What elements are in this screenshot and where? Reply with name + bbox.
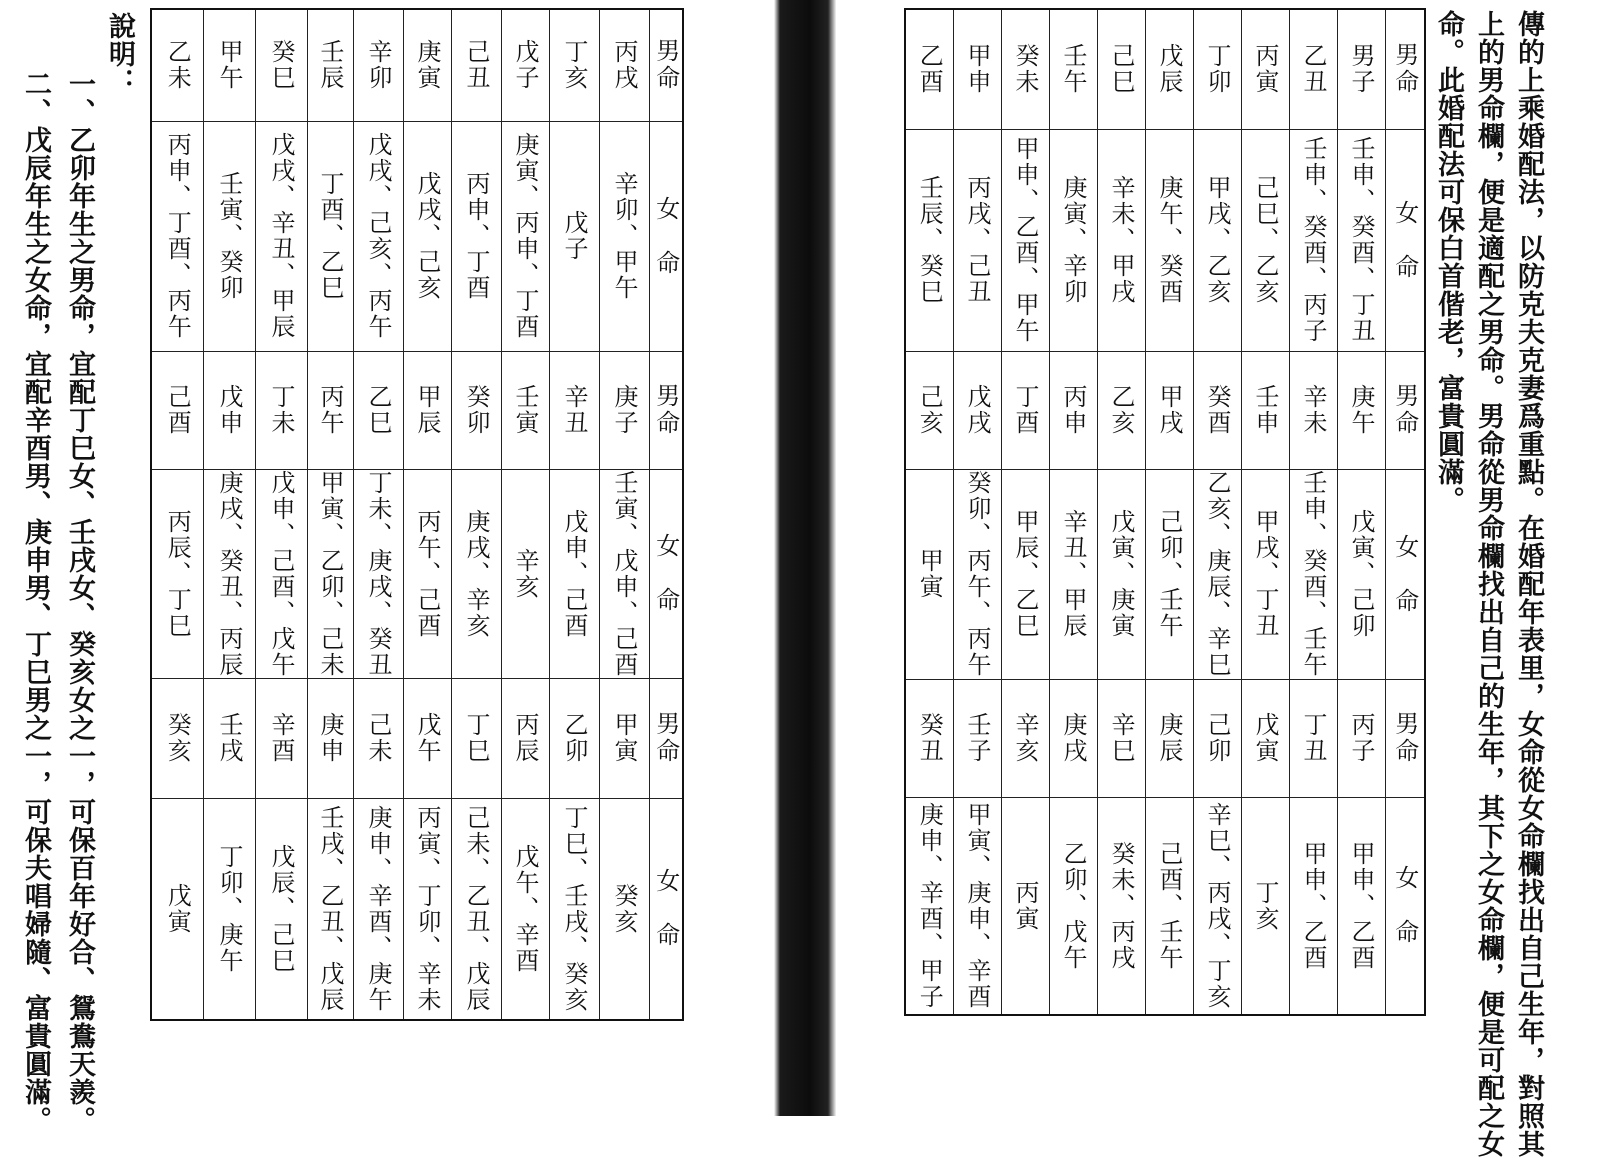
column-header: 男命 bbox=[649, 9, 683, 121]
table-cell: 庚寅、丙申、丁酉 bbox=[501, 121, 549, 351]
table-band bbox=[151, 469, 683, 678]
table-cell: 丁巳、壬戌、癸亥 bbox=[549, 798, 599, 1020]
table-band bbox=[905, 351, 1425, 469]
table-cell: 乙酉 bbox=[905, 9, 953, 129]
table-cell: 戊申、己酉 bbox=[549, 469, 599, 678]
table-cell: 丁亥 bbox=[549, 9, 599, 121]
table-cell: 戊寅 bbox=[151, 798, 203, 1020]
table-cell: 乙巳 bbox=[353, 351, 403, 469]
table-cell: 癸亥 bbox=[599, 798, 649, 1020]
table-cell: 戊戌、辛丑、甲辰 bbox=[255, 121, 307, 351]
table-cell: 壬辰 bbox=[307, 9, 353, 121]
table-cell: 甲戌、乙亥 bbox=[1193, 129, 1241, 351]
table-band bbox=[151, 678, 683, 798]
table-cell: 己未 bbox=[353, 678, 403, 798]
table-cell: 壬寅、癸卯 bbox=[203, 121, 255, 351]
table-cell: 庚戌、癸丑、丙辰 bbox=[203, 469, 255, 678]
column-header: 男命 bbox=[649, 678, 683, 798]
table-cell: 壬辰、癸巳 bbox=[905, 129, 953, 351]
table-cell: 辛巳、丙戌、丁亥 bbox=[1193, 797, 1241, 1015]
book-spine bbox=[770, 0, 836, 1116]
table-cell: 戊寅、己卯 bbox=[1337, 469, 1385, 679]
table-cell: 丙子 bbox=[1337, 679, 1385, 797]
column-header: 女 命 bbox=[1385, 129, 1425, 351]
table-cell: 壬戌、乙丑、戊辰 bbox=[307, 798, 353, 1020]
table-cell: 壬申、癸酉、丙子 bbox=[1289, 129, 1337, 351]
table-cell: 丁巳 bbox=[451, 678, 501, 798]
table-cell: 庚申、辛酉、庚午 bbox=[353, 798, 403, 1020]
table-cell: 庚午 bbox=[1337, 351, 1385, 469]
intro-line-2: 上的男命欄，便是適配之男命。男命從男命欄找出自己的生年，其下之女命欄，便是可配之女 bbox=[1473, 10, 1504, 1158]
table-cell: 戊戌、己亥、丙午 bbox=[353, 121, 403, 351]
table-cell: 男子 bbox=[1337, 9, 1385, 129]
table-cell: 己卯、壬午 bbox=[1145, 469, 1193, 679]
table-cell: 丙寅 bbox=[1001, 797, 1049, 1015]
table-cell: 庚辰 bbox=[1145, 679, 1193, 797]
table-cell: 壬申、癸酉、壬午 bbox=[1289, 469, 1337, 679]
intro-line-3: 命。此婚配法可保白首偕老，富貴圓滿。 bbox=[1433, 10, 1464, 514]
table-band bbox=[151, 121, 683, 351]
table-cell: 丙申、丁酉、丙午 bbox=[151, 121, 203, 351]
table-cell: 甲申、乙酉 bbox=[1337, 797, 1385, 1015]
table-cell: 戊戌 bbox=[953, 351, 1001, 469]
table-cell: 己未、乙丑、戊辰 bbox=[451, 798, 501, 1020]
right-marriage-table bbox=[904, 8, 1426, 1016]
table-cell: 丙戌、己丑 bbox=[953, 129, 1001, 351]
table-cell: 丁酉、乙巳 bbox=[307, 121, 353, 351]
table-band bbox=[905, 679, 1425, 797]
left-marriage-table bbox=[150, 8, 684, 1021]
table-cell: 乙卯 bbox=[549, 678, 599, 798]
table-cell: 辛未 bbox=[1289, 351, 1337, 469]
table-cell: 甲寅 bbox=[599, 678, 649, 798]
table-cell: 辛未、甲戌 bbox=[1097, 129, 1145, 351]
table-band bbox=[905, 9, 1425, 129]
table-band bbox=[151, 798, 683, 1020]
table-cell: 庚申 bbox=[307, 678, 353, 798]
table-cell: 壬戌 bbox=[203, 678, 255, 798]
note-title: 說明： bbox=[104, 12, 135, 96]
table-cell: 丙辰 bbox=[501, 678, 549, 798]
table-cell: 己丑 bbox=[451, 9, 501, 121]
table-cell: 庚戌、辛亥 bbox=[451, 469, 501, 678]
table-cell: 辛丑 bbox=[549, 351, 599, 469]
table-cell: 丙申、丁酉 bbox=[451, 121, 501, 351]
table-cell: 壬寅、戊申、己酉 bbox=[599, 469, 649, 678]
table-cell: 戊寅、庚寅 bbox=[1097, 469, 1145, 679]
table-cell: 癸卯、丙午、丙午 bbox=[953, 469, 1001, 679]
table-cell: 戊子 bbox=[549, 121, 599, 351]
note-line-1: 一、乙卯年生之男命，宜配丁巳女、壬戌女、癸亥女之一，可保百年好合、鴛鴦天羨。 bbox=[64, 70, 95, 1134]
table-cell: 己酉、壬午 bbox=[1145, 797, 1193, 1015]
table-band bbox=[151, 9, 683, 121]
table-cell: 戊辰、己巳 bbox=[255, 798, 307, 1020]
left-page bbox=[0, 0, 770, 1134]
right-page bbox=[836, 0, 1604, 1158]
table-cell: 丁酉 bbox=[1001, 351, 1049, 469]
table-cell: 丁丑 bbox=[1289, 679, 1337, 797]
table-cell: 癸未、丙戌 bbox=[1097, 797, 1145, 1015]
table-cell: 癸巳 bbox=[255, 9, 307, 121]
column-header: 男命 bbox=[649, 351, 683, 469]
table-cell: 壬申 bbox=[1241, 351, 1289, 469]
table-cell: 丙寅 bbox=[1241, 9, 1289, 129]
note-line-2: 二、戊辰年生之女命，宜配辛酉男、庚申男、丁巳男之一，可保夫唱婦隨、富貴圓滿。 bbox=[20, 70, 51, 1134]
table-cell: 乙丑 bbox=[1289, 9, 1337, 129]
table-band bbox=[905, 469, 1425, 679]
table-cell: 丙戌 bbox=[599, 9, 649, 121]
table-cell: 癸酉 bbox=[1193, 351, 1241, 469]
table-cell: 癸未 bbox=[1001, 9, 1049, 129]
table-cell: 庚午、癸酉 bbox=[1145, 129, 1193, 351]
table-cell: 丙辰、丁巳 bbox=[151, 469, 203, 678]
table-cell: 戊寅 bbox=[1241, 679, 1289, 797]
table-cell: 戊午、辛酉 bbox=[501, 798, 549, 1020]
column-header: 女 命 bbox=[1385, 469, 1425, 679]
column-header: 男命 bbox=[1385, 9, 1425, 129]
table-cell: 甲申、乙酉 bbox=[1289, 797, 1337, 1015]
table-band bbox=[905, 129, 1425, 351]
table-cell: 甲戌、丁丑 bbox=[1241, 469, 1289, 679]
table-cell: 壬子 bbox=[953, 679, 1001, 797]
table-cell: 庚申、辛酉、甲子 bbox=[905, 797, 953, 1015]
table-cell: 丁未 bbox=[255, 351, 307, 469]
table-cell: 癸卯 bbox=[451, 351, 501, 469]
table-cell: 辛丑、甲辰 bbox=[1049, 469, 1097, 679]
table-band bbox=[905, 797, 1425, 1015]
table-cell: 辛卯、甲午 bbox=[599, 121, 649, 351]
table-cell: 乙亥 bbox=[1097, 351, 1145, 469]
table-cell: 壬申、癸酉、丁丑 bbox=[1337, 129, 1385, 351]
table-cell: 丁亥 bbox=[1241, 797, 1289, 1015]
table-band bbox=[151, 351, 683, 469]
column-header: 女 命 bbox=[649, 798, 683, 1020]
table-cell: 壬寅 bbox=[501, 351, 549, 469]
table-cell: 戊午 bbox=[403, 678, 451, 798]
table-cell: 戊申 bbox=[203, 351, 255, 469]
table-cell: 庚戌 bbox=[1049, 679, 1097, 797]
column-header: 女 命 bbox=[649, 121, 683, 351]
table-cell: 辛卯 bbox=[353, 9, 403, 121]
column-header: 女 命 bbox=[1385, 797, 1425, 1015]
table-cell: 戊子 bbox=[501, 9, 549, 121]
table-cell: 辛亥 bbox=[1001, 679, 1049, 797]
table-cell: 甲申、乙酉、甲午 bbox=[1001, 129, 1049, 351]
table-cell: 己酉 bbox=[151, 351, 203, 469]
intro-line-1: 傳的上乘婚配法，以防克夫克妻爲重點。在婚配年表里，女命從女命欄找出自己生年，對照其 bbox=[1513, 10, 1544, 1158]
table-cell: 丁卯、庚午 bbox=[203, 798, 255, 1020]
table-cell: 戊戌、己亥 bbox=[403, 121, 451, 351]
table-cell: 甲申 bbox=[953, 9, 1001, 129]
table-cell: 庚子 bbox=[599, 351, 649, 469]
table-cell: 丙午、己酉 bbox=[403, 469, 451, 678]
column-header: 女 命 bbox=[649, 469, 683, 678]
table-cell: 甲寅、庚申、辛酉 bbox=[953, 797, 1001, 1015]
table-cell: 壬午 bbox=[1049, 9, 1097, 129]
table-cell: 甲戌 bbox=[1145, 351, 1193, 469]
table-cell: 乙卯、戊午 bbox=[1049, 797, 1097, 1015]
table-cell: 己巳 bbox=[1097, 9, 1145, 129]
table-cell: 癸丑 bbox=[905, 679, 953, 797]
table-cell: 甲辰 bbox=[403, 351, 451, 469]
table-cell: 丙申 bbox=[1049, 351, 1097, 469]
table-cell: 辛巳 bbox=[1097, 679, 1145, 797]
table-cell: 癸亥 bbox=[151, 678, 203, 798]
table-cell: 甲寅 bbox=[905, 469, 953, 679]
column-header: 男命 bbox=[1385, 351, 1425, 469]
table-cell: 丙寅、丁卯、辛未 bbox=[403, 798, 451, 1020]
table-cell: 戊申、己酉、戊午 bbox=[255, 469, 307, 678]
table-cell: 丁卯 bbox=[1193, 9, 1241, 129]
table-cell: 辛酉 bbox=[255, 678, 307, 798]
table-cell: 甲午 bbox=[203, 9, 255, 121]
table-cell: 甲辰、乙巳 bbox=[1001, 469, 1049, 679]
table-cell: 丁未、庚戌、癸丑 bbox=[353, 469, 403, 678]
column-header: 男命 bbox=[1385, 679, 1425, 797]
table-cell: 庚寅、辛卯 bbox=[1049, 129, 1097, 351]
table-cell: 己亥 bbox=[905, 351, 953, 469]
table-cell: 丙午 bbox=[307, 351, 353, 469]
table-cell: 戊辰 bbox=[1145, 9, 1193, 129]
table-cell: 庚寅 bbox=[403, 9, 451, 121]
table-cell: 辛亥 bbox=[501, 469, 549, 678]
table-cell: 己巳、乙亥 bbox=[1241, 129, 1289, 351]
table-cell: 乙亥、庚辰、辛巳 bbox=[1193, 469, 1241, 679]
table-cell: 乙未 bbox=[151, 9, 203, 121]
table-cell: 甲寅、乙卯、己未 bbox=[307, 469, 353, 678]
table-cell: 己卯 bbox=[1193, 679, 1241, 797]
